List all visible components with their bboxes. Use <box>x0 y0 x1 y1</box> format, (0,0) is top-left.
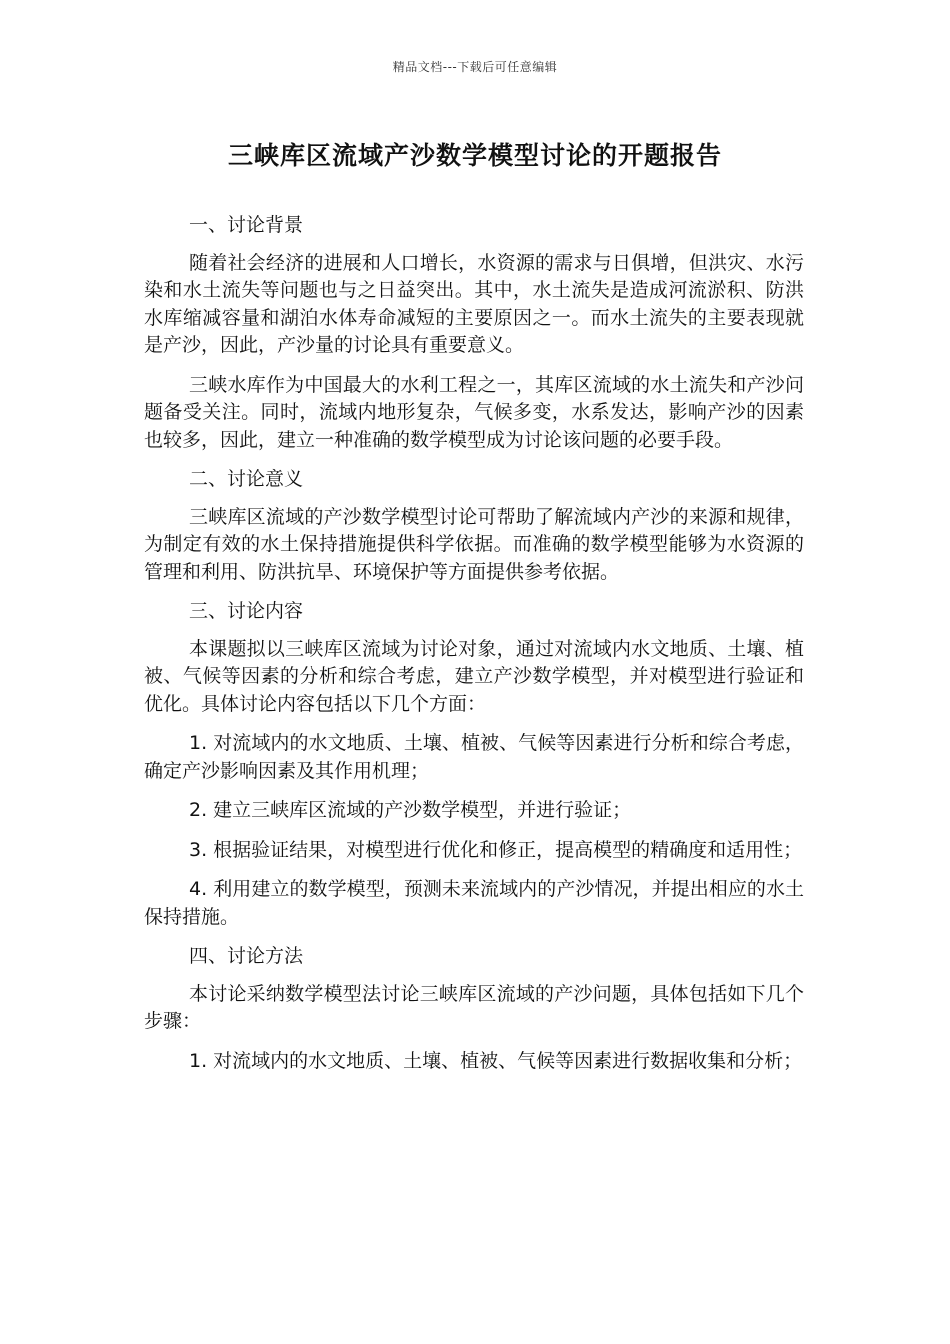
list-item: 1. 对流域内的水文地质、土壤、植被、气候等因素进行分析和综合考虑，确定产沙影响因素及其作用机理； <box>144 732 804 782</box>
section-heading-background: 一、讨论背景 <box>189 214 304 236</box>
list-item: 1. 对流域内的水文地质、土壤、植被、气候等因素进行数据收集和分析； <box>189 1049 803 1072</box>
section-heading-method: 四、讨论方法 <box>189 945 304 967</box>
section-heading-significance: 二、讨论意义 <box>189 468 304 490</box>
document-title: 三峡库区流域产沙数学模型讨论的开题报告 <box>227 141 722 170</box>
list-item: 3. 根据验证结果，对模型进行优化和修正，提高模型的精确度和适用性； <box>189 838 803 861</box>
paragraph: 三峡水库作为中国最大的水利工程之一，其库区流域的水土流失和产沙问题备受关注。同时，流域内地形复杂，气候多变，水系发达，影响产沙的因素也较多，因此，建立一种准确的数学模型成为讨论该问题的必要手段。 <box>144 373 804 451</box>
paragraph: 随着社会经济的进展和人口增长，水资源的需求与日俱增，但洪灾、水污染和水土流失等问题也与之日益突出。其中，水土流失是造成河流淤积、防洪水库缩减容量和湖泊水体寿命减短的主要原因之一。而水土流失的主要表现就是产沙，因此，产沙量的讨论具有重要意义。 <box>144 251 804 356</box>
document-body <box>144 212 804 1087</box>
list-item: 4. 利用建立的数学模型，预测未来流域内的产沙情况，并提出相应的水土保持措施。 <box>144 878 804 928</box>
section-heading-content: 三、讨论内容 <box>189 600 304 622</box>
paragraph: 本课题拟以三峡库区流域为讨论对象，通过对流域内水文地质、土壤、植被、气候等因素的分析和综合考虑，建立产沙数学模型，并对模型进行验证和优化。具体讨论内容包括以下几个方面： <box>144 637 804 715</box>
header-note: 精品文档---下载后可任意编辑 <box>392 60 558 74</box>
paragraph: 三峡库区流域的产沙数学模型讨论可帮助了解流域内产沙的来源和规律，为制定有效的水土保持措施提供科学依据。而准确的数学模型能够为水资源的管理和利用、防洪抗旱、环境保护等方面提供参考依据。 <box>144 505 804 583</box>
paragraph: 本讨论采纳数学模型法讨论三峡库区流域的产沙问题，具体包括如下几个步骤： <box>144 982 804 1032</box>
list-item: 2. 建立三峡库区流域的产沙数学模型，并进行验证； <box>189 799 632 821</box>
